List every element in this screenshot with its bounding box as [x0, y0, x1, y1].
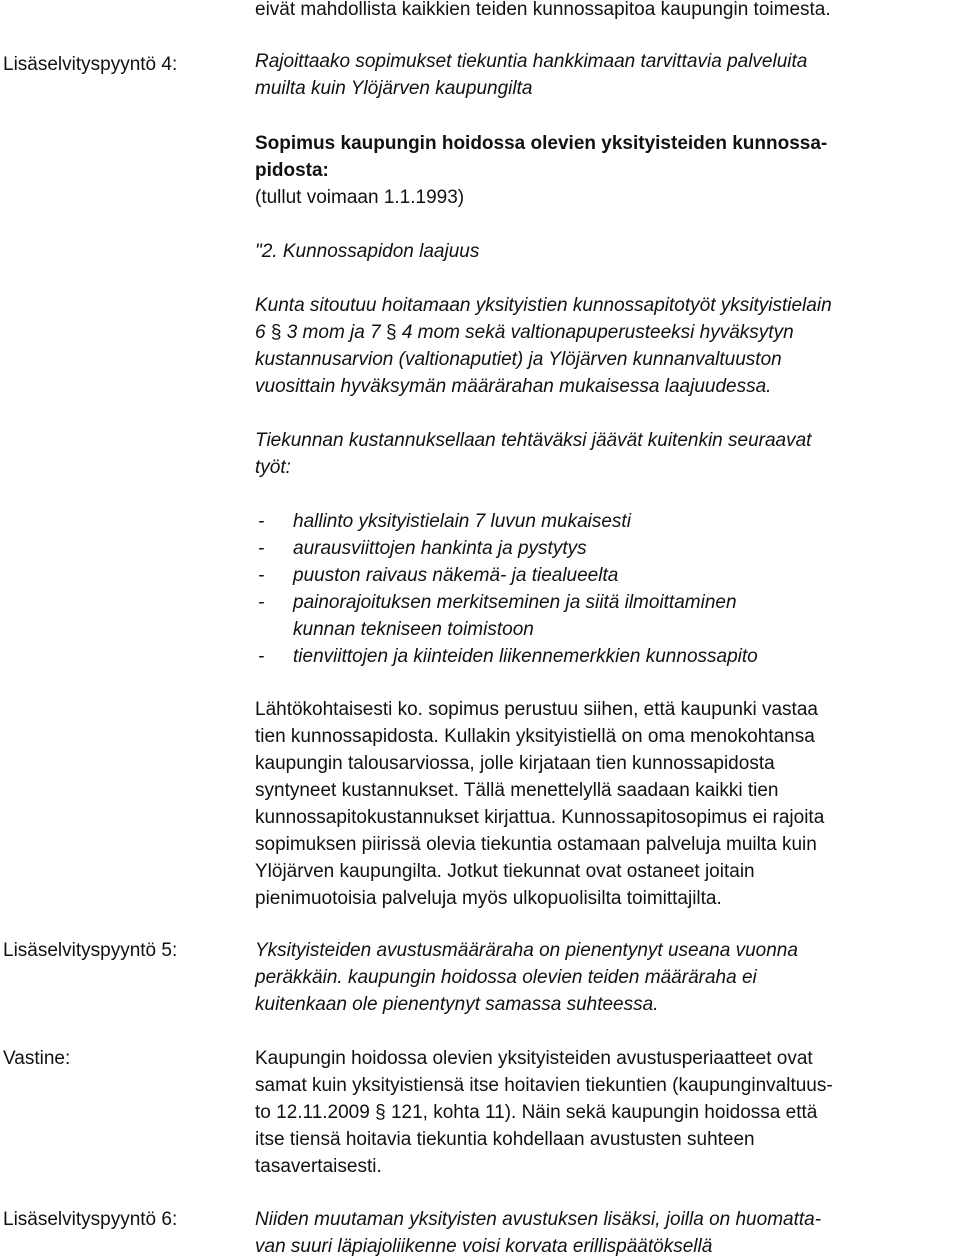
paragraph-line [255, 319, 957, 346]
duties-list [255, 508, 957, 670]
request-5-label: Lisäselvityspyyntö 5: [3, 940, 178, 961]
list-item [255, 508, 957, 535]
heading-line: pidosta: [255, 160, 329, 181]
list-item-text: hallinto yksityistielain 7 luvun mukaisesti [293, 511, 631, 532]
response-text [255, 1045, 957, 1180]
effective-date [255, 184, 957, 211]
paragraph-line: työt: [255, 457, 291, 478]
list-item-text: puuston raivaus näkemä- ja tiealueelta [293, 565, 619, 586]
question-line: kuitenkaan ole pienentynyt samassa suhteessa. [255, 994, 659, 1015]
question-line: Rajoittaako sopimukset tiekuntia hankkimaan tarvittavia palveluita [255, 51, 808, 72]
paragraph-line: kustannusarvion (valtionaputiet) ja Ylöjärven kunnanvaltuuston [255, 349, 782, 370]
request-6-label: Lisäselvityspyyntö 6: [3, 1209, 178, 1230]
heading-line: Sopimus kaupungin hoidossa olevien yksityisteiden kunnossa- [255, 133, 828, 154]
request-4-label: Lisäselvityspyyntö 4: [3, 54, 178, 75]
answer-line: Ylöjärven kaupungilta. Jotkut tiekunnat ovat ostaneet joitain [255, 861, 755, 882]
answer-line: pienimuotoisia palveluja myös ulkopuolisilta toimittajilta. [255, 888, 722, 909]
list-item [255, 589, 957, 616]
bullet-dash: - [258, 511, 265, 532]
text-fragment: 121, kohta 11). Näin sekä kaupungin hoidossa että [385, 1102, 818, 1123]
list-item-text: painorajoituksen merkitseminen ja siitä ilmoittaminen [293, 592, 737, 613]
list-item [255, 643, 957, 670]
list-item [255, 535, 957, 562]
text-fragment: 4 mom sekä valtionapuperusteeksi hyväksytyn [396, 322, 794, 343]
response-line [255, 1099, 957, 1126]
answer-line: Lähtökohtaisesti ko. sopimus perustuu siihen, että kaupunki vastaa [255, 699, 818, 720]
section-title [255, 238, 957, 265]
previous-page-continuation [255, 0, 957, 23]
question-line: muilta kuin Ylöjärven kaupungilta [255, 78, 533, 99]
answer-line: kunnossapitokustannukset kirjattua. Kunnossapitosopimus ei rajoita [255, 807, 825, 828]
question-line: van suuri läpiajoliikenne voisi korvata erillispäätöksellä [255, 1236, 713, 1257]
text-fragment: to 12.11.2009 [255, 1102, 376, 1123]
section-sign: § [385, 322, 397, 343]
answer-line: sopimuksen piirissä olevia tiekuntia ostamaan palveluja muilta kuin [255, 834, 817, 855]
request-4-question [255, 48, 957, 102]
bullet-dash: - [258, 646, 265, 667]
continuation-line: eivät mahdollista kaikkien teiden kunnossapitoa kaupungin toimesta. [255, 0, 831, 20]
response-line: itse tiensä hoitavia tiekuntia kohdellaan avustusten suhteen [255, 1129, 755, 1150]
bullet-dash: - [258, 592, 265, 613]
scope-paragraph [255, 292, 957, 400]
answer-line: syntyneet kustannukset. Tällä menettelyllä saadaan kaikki tien [255, 780, 779, 801]
agreement-heading [255, 130, 957, 184]
question-line: Yksityisteiden avustusmääräraha on pienentynyt useana vuonna [255, 940, 798, 961]
response-line: tasavertaisesti. [255, 1156, 382, 1177]
bullet-dash: - [258, 538, 265, 559]
text-fragment: 3 mom ja 7 [281, 322, 386, 343]
request-4-answer [255, 696, 957, 912]
question-line: peräkkäin. kaupungin hoidossa olevien teiden määräraha ei [255, 967, 757, 988]
request-5-question [255, 937, 957, 1018]
text-fragment: 6 [255, 322, 271, 343]
section-title-text: "2. Kunnossapidon laajuus [255, 241, 480, 262]
response-label: Vastine: [3, 1048, 71, 1069]
list-item [255, 562, 957, 589]
response-line: samat kuin yksityistiensä itse hoitavien tiekuntien (kaupunginvaltuus- [255, 1075, 833, 1096]
list-item-text: tienviittojen ja kiinteiden liikennemerkkien kunnossapito [293, 646, 758, 667]
paragraph-line: Kunta sitoutuu hoitamaan yksityistien kunnossapitotyöt yksityistielain [255, 295, 832, 316]
request-6-question [255, 1206, 957, 1260]
paragraph-line: Tiekunnan kustannuksellaan tehtäväksi jäävät kuitenkin seuraavat [255, 430, 812, 451]
bullet-dash: - [258, 565, 265, 586]
response-line: Kaupungin hoidossa olevien yksityisteiden avustusperiaatteet ovat [255, 1048, 813, 1069]
answer-line: tien kunnossapidosta. Kullakin yksityistiellä on oma menokohtansa [255, 726, 815, 747]
paragraph-line: vuosittain hyväksymän määrärahan mukaisessa laajuudessa. [255, 376, 772, 397]
road-association-duties-intro [255, 427, 957, 481]
effective-date-text: (tullut voimaan 1.1.1993) [255, 187, 465, 208]
section-sign: § [270, 322, 282, 343]
question-line: Niiden muutaman yksityisten avustuksen lisäksi, joilla on huomatta- [255, 1209, 822, 1230]
list-item-continuation: kunnan tekniseen toimistoon [293, 619, 534, 640]
section-sign: § [375, 1102, 386, 1123]
list-item-text: aurausviittojen hankinta ja pystytys [293, 538, 587, 559]
answer-line: kaupungin talousarviossa, jolle kirjataan tien kunnossapidosta [255, 753, 775, 774]
